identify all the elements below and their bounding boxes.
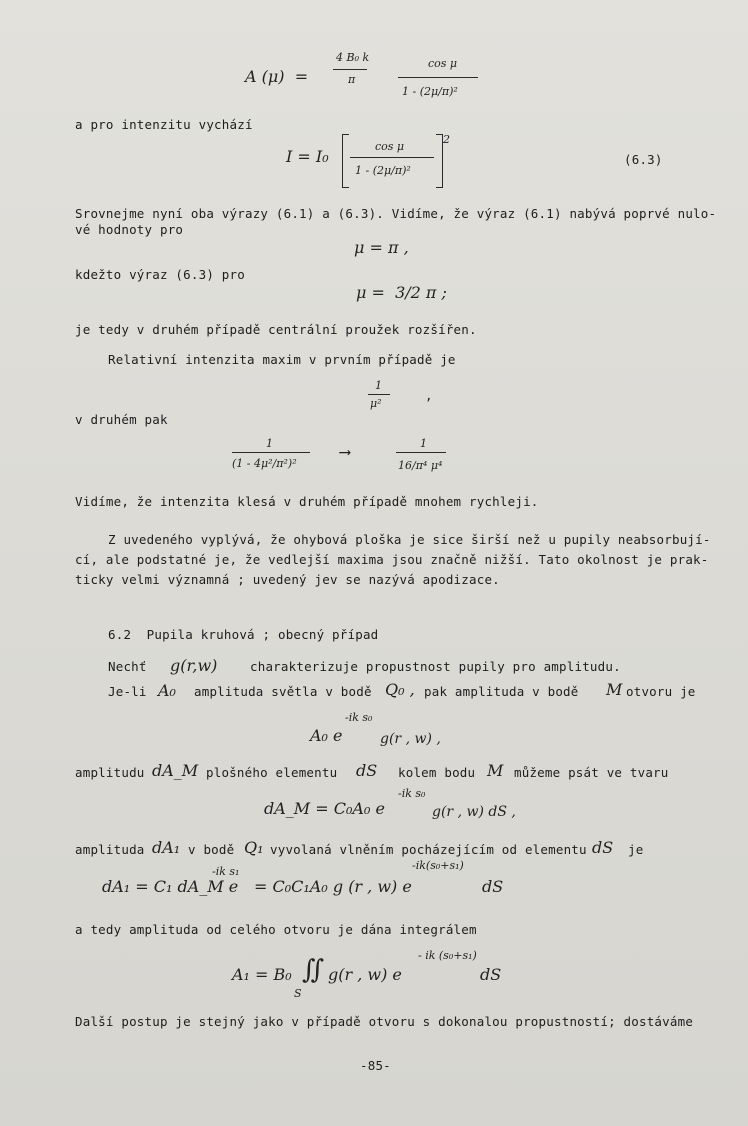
text-da1-1: amplituda [75,842,145,857]
frac-mu2-den: μ² [370,397,382,410]
frac-mu2-num: 1 [375,379,382,392]
text-da1-2: v bodě [188,842,235,857]
text-compare-1: Srovnejme nyní oba výrazy (6.1) a (6.3). Vidíme, že výraz (6.1) nabývá poprvé nulo- [75,206,717,221]
eq-int-sub: S [294,987,302,1000]
page-number: -85- [360,1058,391,1073]
eq-i-bracket-left [342,134,349,188]
frac-right-den: 16/π⁴ μ⁴ [398,459,443,472]
text-apod-1: Z uvedeného vyplývá, že ohybová ploška je sice širší než u pupily neabsorbují- [108,532,711,547]
math-ds2: dS [592,838,614,857]
frac-mu2-bar [368,394,390,395]
text-jeli-4: otvoru je [626,684,696,699]
eq-a-bar1 [333,69,367,70]
section-heading: 6.2 Pupila kruhová ; obecný případ [108,627,379,642]
eq-mu-pi: μ = π , [354,238,409,257]
text-apod-2: cí, ale podstatné je, že vedlejší maxima jsou značně nižší. Tato okolnost je prak- [75,552,709,567]
math-q1: Q₁ [244,838,264,857]
text-dam-2: plošného elementu [206,765,338,780]
text-da1-4: je [628,842,644,857]
text-a-pro: a pro intenzitu vychází [75,117,253,132]
eq-i-bracket-right [436,134,443,188]
math-ds: dS [356,761,378,780]
eq-i-den: 1 - (2μ/π)² [355,164,411,177]
eq-i-num: cos μ [375,140,405,153]
eq-dam-tail: g(r , w) dS , [432,804,516,820]
eq-a-lhs: A (μ) = [245,67,309,86]
eq-da1-tail: dS [482,877,504,896]
text-jeli-1: Je-li [108,684,147,699]
frac-left-den: (1 - 4μ²/π²)² [232,457,297,470]
frac-mu2-tail: , [425,388,433,403]
text-dam-3: kolem bodu [398,765,476,780]
eq-da1-part2: = C₀C₁A₀ g (r , w) e [254,877,412,896]
math-a0: A₀ [158,681,176,700]
eq-amp-body: A₀ e [310,726,343,745]
math-m: M [606,680,623,699]
text-prouzek: je tedy v druhém případě centrální proužek rozšířen. [75,322,477,337]
text-integral: a tedy amplituda od celého otvoru je dána integrálem [75,922,477,937]
eq-dam-exp: -ik s₀ [398,787,426,800]
eq-da1-exp2: -ik(s₀+s₁) [412,859,464,872]
eq-amp-tail: g(r , w) , [380,731,441,747]
eq-dam-body: dA_M = C₀A₀ e [264,799,385,818]
text-kdezto: kdežto výraz (6.3) pro [75,267,245,282]
frac-right-bar [396,452,446,453]
math-q0: Q₀ , [385,680,415,699]
text-compare-2: vé hodnoty pro [75,222,184,237]
arrow: ⟶ [340,442,350,461]
eq-i-exp: 2 [443,133,450,146]
text-apod-3: ticky velmi významná ; uvedený jev se nazývá apodizace. [75,572,500,587]
eq-da1-exp1: -ik s₁ [212,865,240,878]
frac-left-bar [232,452,310,453]
math-da1: dA₁ [152,838,181,857]
text-vidime: Vidíme, že intenzita klesá v druhém případě mnohem rychleji. [75,494,539,509]
eq-da1-part1: dA₁ = C₁ dA_M e [102,877,239,896]
eq-amp-exp: -ik s₀ [345,711,373,724]
text-druhem: v druhém pak [75,412,168,427]
text-jeli-3: pak amplituda v bodě [424,684,579,699]
eq-i-lhs: I = I₀ [286,147,329,166]
eq-int-sign: ∬ [302,955,325,985]
eq-int-lhs: A₁ = B₀ [232,965,292,984]
math-g: g(r,w) [170,656,218,675]
eq-a-den1: π [348,73,356,86]
eq-a-num2: cos μ [428,57,458,70]
text-jeli-2: amplituda světla v bodě [194,684,372,699]
eq-a-den2: 1 - (2μ/π)² [402,85,458,98]
eq-a-bar2 [398,77,478,78]
text-nech-2: charakterizuje propustnost pupily pro amplitudu. [250,659,621,674]
frac-right-num: 1 [420,437,427,450]
text-dam-4: můžeme psát ve tvaru [514,765,669,780]
text-nech-1: Nechť [108,659,147,674]
text-da1-3: vyvolaná vlněním pocházejícím od elementu [270,842,587,857]
math-m2: M [487,761,504,780]
text-dam-1: amplitudu [75,765,145,780]
eq-int-tail: dS [480,965,502,984]
eq-i-bar [350,157,434,158]
text-dalsi: Další postup je stejný jako v případě otvoru s dokonalou propustností; dostáváme [75,1014,694,1029]
eq-int-body: g(r , w) e [328,965,402,984]
eq-number-6-3: (6.3) [624,152,663,167]
text-relativni: Relativní intenzita maxim v prvním případě je [108,352,456,367]
eq-a-num1: 4 B₀ k [336,51,370,64]
math-dam: dA_M [152,761,199,780]
frac-left-num: 1 [266,437,273,450]
eq-mu-3pi: μ = 3/2 π ; [356,283,447,302]
eq-int-exp: - ik (s₀+s₁) [418,949,477,962]
